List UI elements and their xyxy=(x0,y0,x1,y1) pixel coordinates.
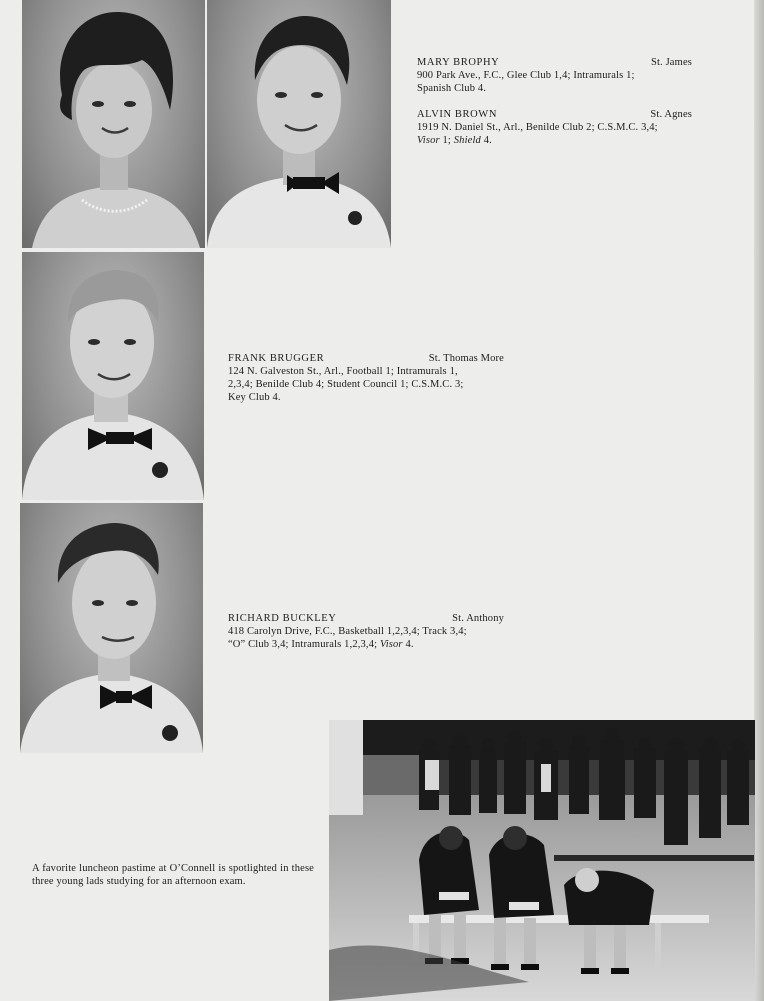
student-details-line xyxy=(417,134,692,147)
student-details-line: 124 N. Galveston St., Arl., Football 1; Intramurals 1, xyxy=(228,366,458,377)
portrait-mary-brophy xyxy=(22,0,205,248)
student-name: ALVIN BROWN xyxy=(417,109,498,120)
student-details-line: Spanish Club 4. xyxy=(417,83,487,94)
student-name: MARY BROPHY xyxy=(417,57,500,68)
student-parish: St. Thomas More xyxy=(428,353,504,364)
activity-text: “O” Club 3,4; Intramurals 1,2,3,4; xyxy=(228,639,380,650)
student-details-line: 1919 N. Daniel St., Arl., Benilde Club 2; C.S.M.C. 3,4; xyxy=(417,122,658,133)
publication-name: Shield xyxy=(453,135,481,146)
student-details-line: 900 Park Ave., F.C., Glee Club 1,4; Intramurals 1; xyxy=(417,70,635,81)
student-details-line: Key Club 4. xyxy=(228,392,281,403)
portrait-frank-brugger xyxy=(22,252,204,500)
bio-mary-brophy xyxy=(417,56,692,95)
student-name: RICHARD BUCKLEY xyxy=(228,613,337,624)
page-edge xyxy=(754,0,764,1001)
publication-name: Visor xyxy=(417,135,440,146)
candid-photo-students-studying xyxy=(329,720,755,1001)
portrait-alvin-brown xyxy=(207,0,391,248)
activity-year: 4. xyxy=(402,639,414,650)
student-details-line xyxy=(228,638,504,651)
student-parish: St. James xyxy=(650,57,692,68)
student-details-line: 2,3,4; Benilde Club 4; Student Council 1; C.S.M.C. 3; xyxy=(228,379,464,390)
student-details-line: 418 Carolyn Drive, F.C., Basketball 1,2,3,4; Track 3,4; xyxy=(228,626,467,637)
publication-name: Visor xyxy=(379,639,403,650)
portrait-richard-buckley xyxy=(20,503,203,753)
student-parish: St. Agnes xyxy=(650,109,692,120)
photo-caption: A favorite luncheon pastime at O’Connell is spotlighted in these three young lads studying for an afternoon exam. xyxy=(32,863,314,887)
bio-frank-brugger xyxy=(228,352,504,404)
activity-year: 1; xyxy=(439,135,454,146)
student-name: FRANK BRUGGER xyxy=(228,353,325,364)
student-parish: St. Anthony xyxy=(452,613,504,624)
activity-year: 4. xyxy=(480,135,492,146)
bio-alvin-brown xyxy=(417,108,692,147)
bio-richard-buckley xyxy=(228,612,504,651)
